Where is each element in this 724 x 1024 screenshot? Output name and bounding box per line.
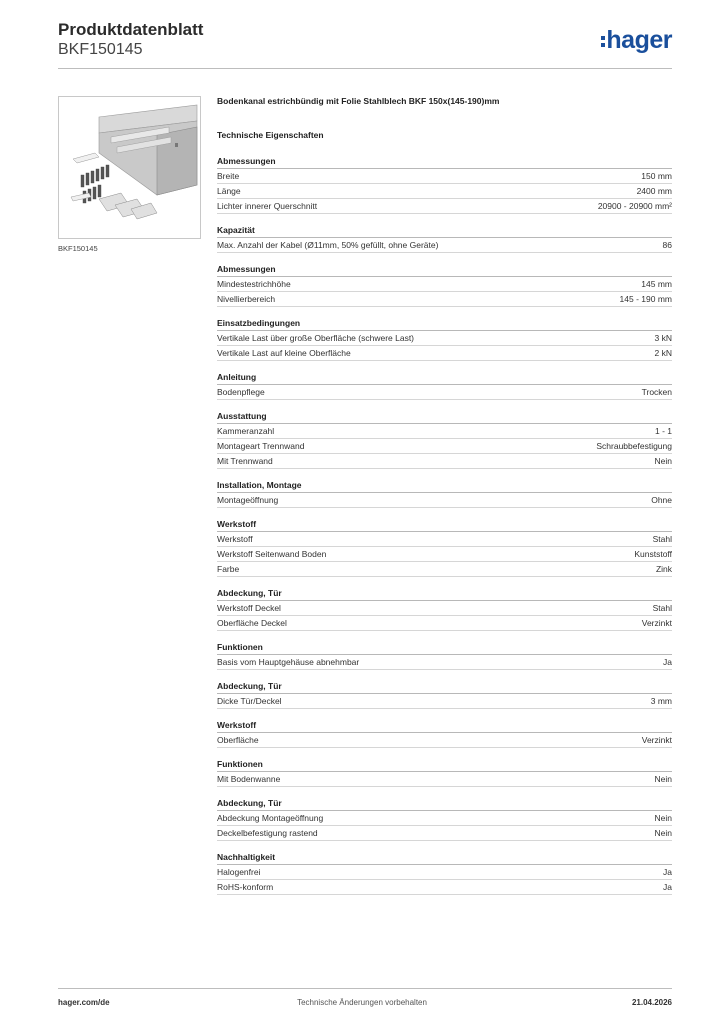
spec-group-title: Funktionen (217, 640, 672, 655)
footer-divider (58, 988, 672, 989)
spec-row (217, 439, 672, 454)
spec-label: Werkstoff Seitenwand Boden (217, 549, 327, 559)
product-description: Bodenkanal estrichbündig mit Folie Stahlblech BKF 150x(145-190)mm (217, 96, 500, 106)
spec-group (217, 316, 672, 361)
spec-value: Nein (654, 456, 672, 466)
spec-group (217, 409, 672, 469)
spec-value: Stahl (652, 603, 672, 613)
spec-row (217, 199, 672, 214)
spec-group (217, 586, 672, 631)
spec-row (217, 292, 672, 307)
spec-group (217, 154, 672, 214)
spec-group-title: Abmessungen (217, 262, 672, 277)
spec-value: Nein (654, 813, 672, 823)
spec-value: 20900 - 20900 mm² (597, 201, 672, 211)
spec-group (217, 370, 672, 400)
spec-row (217, 238, 672, 253)
spec-label: Breite (217, 171, 240, 181)
spec-value: Schraubbefestigung (596, 441, 672, 451)
spec-label: Werkstoff (217, 534, 253, 544)
spec-value: 2 kN (654, 348, 672, 358)
spec-group-title: Werkstoff (217, 517, 672, 532)
spec-group (217, 517, 672, 577)
spec-group-title: Ausstattung (217, 409, 672, 424)
spec-label: Basis vom Hauptgehäuse abnehmbar (217, 657, 360, 667)
header-divider (58, 68, 672, 69)
spec-label: Montageöffnung (217, 495, 279, 505)
spec-group-title: Anleitung (217, 370, 672, 385)
spec-label: Bodenpflege (217, 387, 265, 397)
spec-row (217, 811, 672, 826)
spec-group-title: Nachhaltigkeit (217, 850, 672, 865)
spec-group-title: Abdeckung, Tür (217, 796, 672, 811)
spec-row (217, 694, 672, 709)
spec-group-title: Einsatzbedingungen (217, 316, 672, 331)
spec-label: Lichter innerer Querschnitt (217, 201, 318, 211)
spec-label: Dicke Tür/Deckel (217, 696, 282, 706)
spec-group (217, 850, 672, 895)
logo-dots-icon (601, 36, 605, 47)
spec-row (217, 826, 672, 841)
spec-row (217, 493, 672, 508)
spec-label: Farbe (217, 564, 240, 574)
footer-date: 21.04.2026 (631, 998, 672, 1007)
spec-row (217, 601, 672, 616)
spec-group-title: Installation, Montage (217, 478, 672, 493)
spec-row (217, 385, 672, 400)
spec-row (217, 616, 672, 631)
spec-row (217, 184, 672, 199)
spec-value: 145 mm (641, 279, 672, 289)
spec-value: 3 mm (650, 696, 672, 706)
spec-value: Verzinkt (641, 618, 672, 628)
spec-label: Vertikale Last auf kleine Oberfläche (217, 348, 351, 358)
spec-value: 150 mm (641, 171, 672, 181)
spec-value: Verzinkt (641, 735, 672, 745)
logo-text: hager (606, 26, 672, 54)
spec-value: Stahl (652, 534, 672, 544)
spec-row (217, 562, 672, 577)
spec-group (217, 262, 672, 307)
section-title: Technische Eigenschaften (217, 130, 324, 140)
hager-logo (601, 28, 672, 52)
spec-group-title: Abmessungen (217, 154, 672, 169)
spec-group (217, 478, 672, 508)
spec-value: Ja (663, 657, 672, 667)
spec-label: Montageart Trennwand (217, 441, 305, 451)
spec-label: Vertikale Last über große Oberfläche (schwere Last) (217, 333, 415, 343)
spec-row (217, 169, 672, 184)
spec-row (217, 331, 672, 346)
document-title: Produktdatenblatt (58, 20, 204, 39)
document-header (58, 20, 203, 59)
spec-value: Nein (654, 774, 672, 784)
spec-value: Kunststoff (634, 549, 672, 559)
spec-row (217, 532, 672, 547)
spec-group (217, 796, 672, 841)
spec-label: RoHS-konform (217, 882, 274, 892)
spec-row (217, 865, 672, 880)
spec-value: Ohne (651, 495, 672, 505)
spec-row (217, 454, 672, 469)
spec-value: 3 kN (654, 333, 672, 343)
spec-label: Mit Trennwand (217, 456, 273, 466)
spec-row (217, 346, 672, 361)
spec-label: Max. Anzahl der Kabel (Ø11mm, 50% gefüllt, ohne Geräte) (217, 240, 439, 250)
spec-row (217, 733, 672, 748)
spec-label: Kammeranzahl (217, 426, 275, 436)
spec-label: Länge (217, 186, 241, 196)
spec-row (217, 655, 672, 670)
spec-label: Werkstoff Deckel (217, 603, 281, 613)
footer-disclaimer: Technische Änderungen vorbehalten (297, 998, 427, 1007)
floor-duct-illustration (59, 97, 200, 238)
footer-website[interactable]: hager.com/de (58, 998, 110, 1007)
spec-value: 2400 mm (636, 186, 672, 196)
spec-group-title: Abdeckung, Tür (217, 586, 672, 601)
spec-group-title: Werkstoff (217, 718, 672, 733)
product-code: BKF150145 (58, 41, 143, 58)
spec-group (217, 679, 672, 709)
spec-value: Trocken (641, 387, 672, 397)
spec-value: Ja (663, 867, 672, 877)
spec-row (217, 880, 672, 895)
spec-label: Mindestestrichhöhe (217, 279, 291, 289)
spec-value: 145 - 190 mm (619, 294, 672, 304)
spec-value: Ja (663, 882, 672, 892)
spec-row (217, 547, 672, 562)
spec-label: Halogenfrei (217, 867, 261, 877)
spec-value: Nein (654, 828, 672, 838)
spec-label: Oberfläche Deckel (217, 618, 287, 628)
spec-row (217, 424, 672, 439)
spec-group (217, 718, 672, 748)
spec-label: Oberfläche (217, 735, 259, 745)
image-caption: BKF150145 (58, 244, 98, 253)
spec-group-title: Funktionen (217, 757, 672, 772)
spec-value: 1 - 1 (654, 426, 672, 436)
spec-row (217, 277, 672, 292)
spec-row (217, 772, 672, 787)
spec-value: 86 (662, 240, 672, 250)
spec-label: Mit Bodenwanne (217, 774, 281, 784)
spec-group (217, 640, 672, 670)
spec-groups (217, 154, 672, 895)
spec-group-title: Abdeckung, Tür (217, 679, 672, 694)
spec-group (217, 223, 672, 253)
spec-label: Deckelbefestigung rastend (217, 828, 318, 838)
spec-group (217, 757, 672, 787)
spec-label: Abdeckung Montageöffnung (217, 813, 324, 823)
specification-panel (217, 96, 672, 895)
spec-value: Zink (655, 564, 672, 574)
spec-label: Nivellierbereich (217, 294, 276, 304)
spec-group-title: Kapazität (217, 223, 672, 238)
product-image (58, 96, 201, 239)
